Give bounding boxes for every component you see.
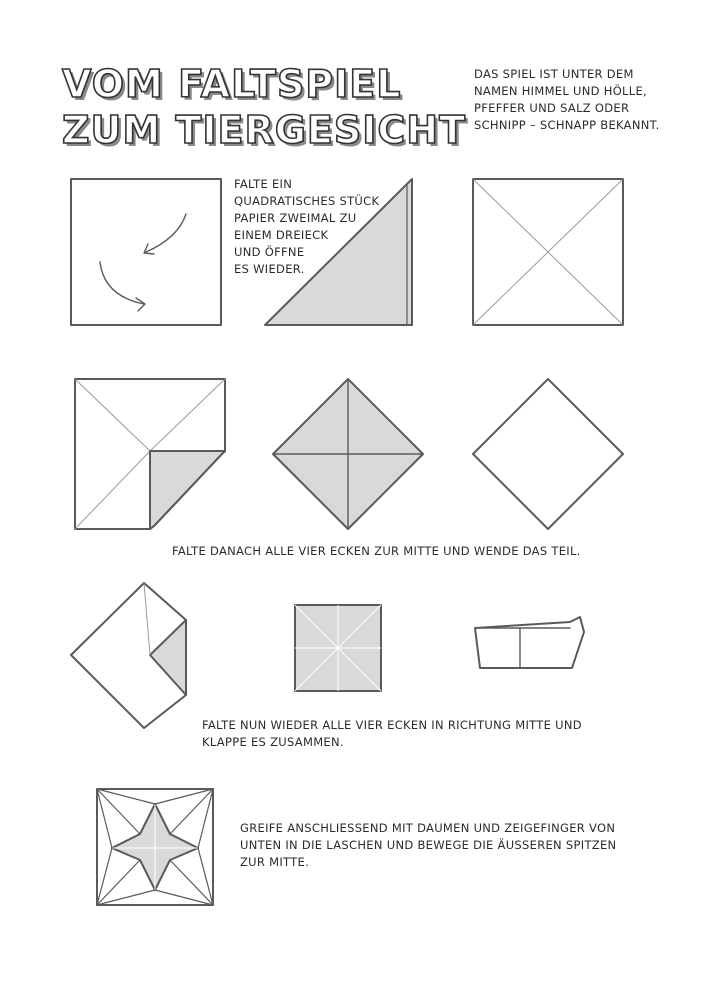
step4-line: GREIFE ANSCHLIESSEND MIT DAUMEN UND ZEIGEFINGER VON — [240, 821, 616, 835]
step4-line: ZUR MITTE. — [240, 855, 310, 869]
title-line-1: VOM FALTSPIEL — [62, 62, 402, 106]
fortune-teller-figure — [94, 786, 218, 910]
step4-line: UNTEN IN DIE LASCHEN UND BEWEGE DIE ÄUSSEREN SPITZEN — [240, 838, 617, 852]
square-with-arrows-figure — [68, 176, 224, 328]
diamond-turned-figure — [470, 376, 626, 532]
step2-text — [172, 543, 581, 560]
title-line-2: ZUM TIERGESICHT — [62, 108, 466, 152]
step1-line: UND ÖFFNE — [234, 245, 305, 259]
corner-fold-figure — [72, 376, 228, 532]
step3-line: FALTE NUN WIEDER ALLE VIER ECKEN IN RICHTUNG MITTE UND — [202, 718, 582, 732]
step2-line: FALTE DANACH ALLE VIER ECKEN ZUR MITTE UND WENDE DAS TEIL. — [172, 544, 581, 558]
folded-closed-figure — [472, 614, 588, 672]
step3-line: KLAPPE ES ZUSAMMEN. — [202, 735, 344, 749]
folded-square-figure — [292, 602, 384, 694]
step1-line: ES WIEDER. — [234, 262, 305, 276]
step4-text — [240, 820, 616, 871]
intro-line: PFEFFER UND SALZ ODER — [474, 101, 630, 115]
step1-line: FALTE EIN — [234, 177, 293, 191]
square-with-creases-figure — [470, 176, 626, 328]
step1-line: PAPIER ZWEIMAL ZU — [234, 211, 357, 225]
diamond-folded-figure — [270, 376, 426, 532]
intro-line: SCHNIPP – SCHNAPP BEKANNT. — [474, 118, 660, 132]
intro-line: NAMEN HIMMEL UND HÖLLE, — [474, 84, 647, 98]
step1-line: EINEM DREIECK — [234, 228, 329, 242]
intro-text — [474, 66, 660, 134]
diamond-corner-fold-figure — [68, 580, 192, 732]
intro-line: DAS SPIEL IST UNTER DEM — [474, 67, 634, 81]
folded-triangle-figure — [262, 176, 418, 328]
step3-text — [202, 717, 582, 751]
step1-line: QUADRATISCHES STÜCK — [234, 194, 380, 208]
